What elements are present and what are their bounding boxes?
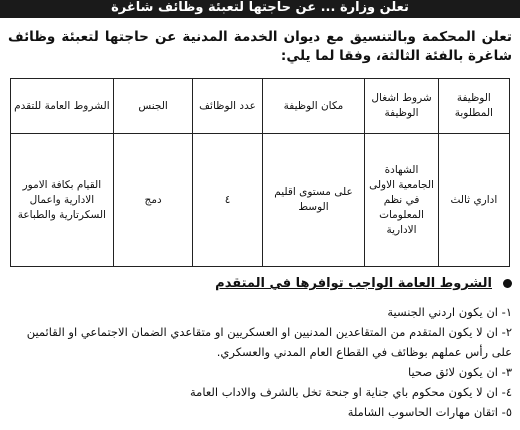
condition-item: ٤- ان لا يكون محكوم باي جناية او جنحة تخل بالشرف والاداب العامة <box>190 385 512 399</box>
cell-gender: دمج <box>113 134 193 267</box>
table-header-row <box>11 79 510 134</box>
header-cert: شروط اشغال الوظيفة <box>365 79 438 134</box>
header-gender: الجنس <box>113 79 193 134</box>
cell-cert: الشهادة الجامعية الاولى في نظم المعلومات الادارية <box>365 134 438 267</box>
vacancy-table <box>10 78 510 267</box>
header-count: عدد الوظائف <box>193 79 262 134</box>
condition-item: ٥- اتقان مهارات الحاسوب الشاملة <box>347 405 512 419</box>
condition-item: ١- ان يكون اردني الجنسية <box>387 305 512 319</box>
header-place: مكان الوظيفة <box>262 79 365 134</box>
header-conditions: الشروط العامة للتقدم <box>11 79 114 134</box>
condition-item: ٢- ان لا يكون المتقدم من المتقاعدين المدنيين او العسكريين او متقاعدي الضمان الاجتماعي او القائمين على رأس عملهم بوظائف في القطاع العام المدني والعسكري. <box>26 325 512 359</box>
cell-job: اداري ثالث <box>438 134 509 267</box>
header-job: الوظيفة المطلوبة <box>438 79 509 134</box>
cell-place: على مستوى اقليم الوسط <box>262 134 365 267</box>
conditions-list <box>6 302 512 422</box>
cell-conditions: القيام بكافة الامور الادارية واعمال السكرتارية والطباعة <box>11 134 114 267</box>
condition-item: ٣- ان يكون لائق صحيا <box>407 365 512 379</box>
intro-paragraph: تعلن المحكمة وبالتنسيق مع ديوان الخدمة المدنية عن حاجتها لتعبئة وظائف شاغرة بالفئة الثالثة، وفقا لما يلي: <box>8 29 512 64</box>
table-row <box>11 134 510 267</box>
section-title: الشروط العامة الواجب توافرها في المتقدم <box>215 276 492 291</box>
cell-count: ٤ <box>193 134 262 267</box>
section-bullet-icon <box>503 279 512 288</box>
top-banner: تعلن وزارة ... عن حاجتها لتعبئة وظائف شاغرة <box>0 0 520 18</box>
